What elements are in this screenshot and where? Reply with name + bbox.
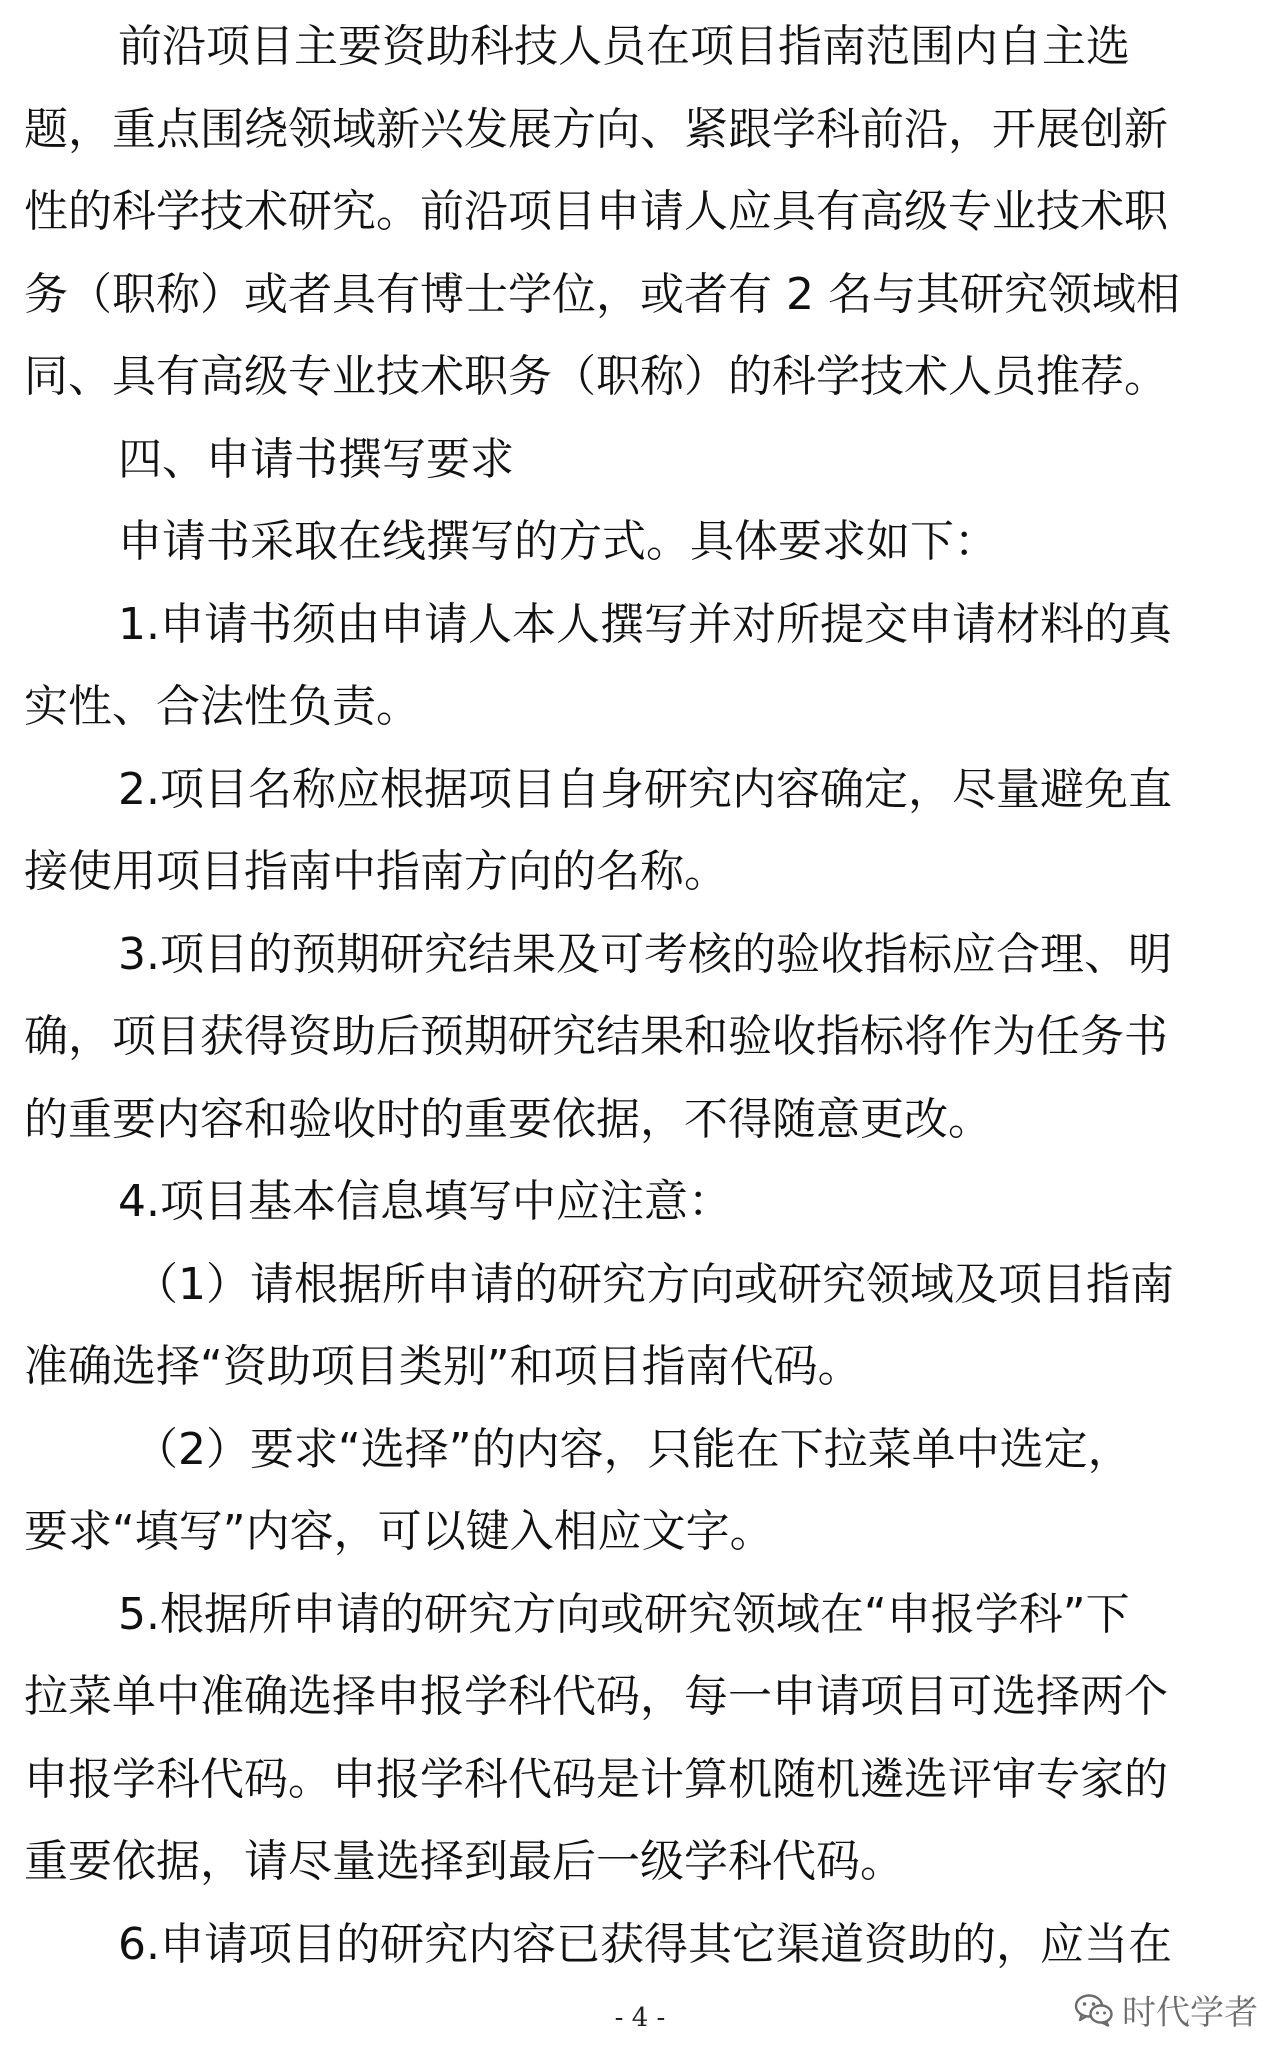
paragraph [24,1409,1256,1574]
paragraph [24,419,1256,502]
text-line: 申报学科代码。申报学科代码是计算机随机遴选评审专家的 [24,1753,1168,1805]
paragraph [24,501,1256,584]
watermark [1074,1985,1258,2034]
text-line: 同、具有高级专业技术职务（职称）的科学技术人员推荐。 [24,351,1168,402]
paragraph [24,6,1256,419]
text-line: 1.申请书须由申请人本人撰写并对所提交申请材料的真 [118,598,1172,650]
text-line: （2）要求“选择”的内容，只能在下拉菜单中选定， [134,1423,1132,1475]
text-line: 接使用项目指南中指南方向的名称。 [24,846,728,897]
wechat-icon [1074,1993,1114,2027]
text-line: 要求“填写”内容，可以键入相应文字。 [24,1506,774,1557]
text-line: 重要依据，请尽量选择到最后一级学科代码。 [24,1836,904,1887]
paragraph [24,749,1256,914]
text-line: 四、申请书撰写要求 [118,433,514,485]
text-line: 5.根据所申请的研究方向或研究领域在“申报学科”下 [118,1588,1130,1640]
text-line: 4.项目基本信息填写中应注意： [118,1176,732,1227]
text-line: （1）请根据所申请的研究方向或研究领域及项目指南 [134,1258,1174,1310]
text-line: 的重要内容和验收时的重要依据，不得随意更改。 [24,1093,992,1145]
paragraph [24,584,1256,749]
text-line: 6.申请项目的研究内容已获得其它渠道资助的，应当在 [118,1918,1172,1970]
text-line: 申请书采取在线撰写的方式。具体要求如下： [118,516,998,567]
paragraph [24,1244,1256,1409]
text-line: 确，项目获得资助后预期研究结果和验收指标将作为任务书 [24,1011,1168,1062]
text-line: 2.项目名称应根据项目自身研究内容确定，尽量避免直 [118,763,1172,815]
paragraph [24,1904,1256,1987]
text-line: 性的科学技术研究。前沿项目申请人应具有高级专业技术职 [24,186,1168,237]
text-line: 拉菜单中准确选择申报学科代码，每一申请项目可选择两个 [24,1671,1168,1722]
paragraph [24,1161,1256,1244]
page-number: - 4 - [614,2003,666,2033]
text-line: 题，重点围绕领域新兴发展方向、紧跟学科前沿，开展创新 [24,103,1168,155]
document-body [24,6,1256,1986]
text-line: 实性、合法性负责。 [24,681,420,732]
paragraph [24,914,1256,1162]
text-line: 准确选择“资助项目类别”和项目指南代码。 [24,1341,862,1392]
text-line: 3.项目的预期研究结果及可考核的验收指标应合理、明 [118,928,1172,980]
watermark-text: 时代学者 [1122,1993,1258,2033]
text-line: 前沿项目主要资助科技人员在项目指南范围内自主选 [118,21,1130,72]
text-line: 务（职称）或者具有博士学位，或者有 2 名与其研究领域相 [24,268,1180,320]
paragraph [24,1574,1256,1904]
